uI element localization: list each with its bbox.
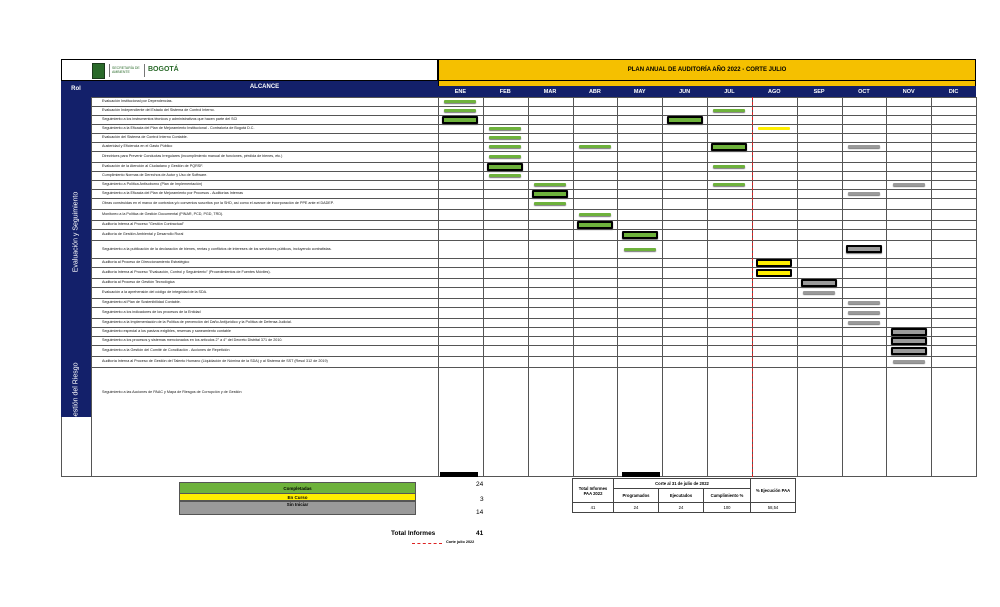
- status-bar-not-started: [848, 321, 880, 324]
- cut-label: Corte julio 2022: [446, 540, 475, 544]
- alcance-text: Seguimiento a los procesos y sistemas mencionados en los artículos 2° a 4° del Decreto Distrital 371 de 2010.: [102, 338, 283, 342]
- alcance-text: Seguimiento a las Acciones de PAAC y Mapa de Riesgos de Corrupción y de Gestión: [102, 389, 242, 394]
- status-bar-completed: [489, 127, 521, 130]
- status-bar-not-started: [848, 311, 880, 314]
- month-header-row: [438, 86, 976, 97]
- row-divider: [91, 142, 976, 143]
- row-divider: [91, 229, 976, 230]
- legend-completed-label: Completadas: [283, 485, 312, 491]
- month-label-mar: MAR: [543, 88, 557, 95]
- alcance-text: Auditoría Interna al Proceso de Gestión del Talento Humano (Liquidación de Nómina de la SDA) y al Sistema de SST (Resol 312 de 2019): [102, 359, 328, 363]
- month-label-oct: OCT: [858, 88, 870, 95]
- rol-label: Evaluación y Seguimiento: [72, 191, 80, 273]
- row-divider: [91, 367, 976, 368]
- row-divider: [91, 336, 976, 337]
- summary-cumplimiento-value: 100: [704, 503, 751, 513]
- row-divider: [91, 180, 976, 181]
- alcance-text: Evaluación de la Atención al Ciudadano y Gestión de PQRSF.: [102, 164, 204, 168]
- alcance-text: Seguimiento al Plan de Sostenibilidad Contable.: [102, 300, 181, 304]
- month-label-sep: SEP: [813, 88, 825, 95]
- month-label-ene: ENE: [454, 88, 467, 95]
- month-label-may: MAY: [633, 88, 646, 95]
- month-label-feb: FEB: [499, 88, 511, 95]
- row-divider: [91, 162, 976, 163]
- row-divider: [91, 220, 976, 221]
- status-bar-not-started: [893, 360, 925, 363]
- alcance-text: Auditoría de Gestión Ambiental y Desarrollo Rural: [102, 232, 184, 236]
- row-divider: [91, 327, 976, 328]
- status-bar-completed: [444, 100, 476, 103]
- row-divider: [91, 151, 976, 152]
- logo-text-left: SECRETARÍA DE AMBIENTE: [112, 66, 140, 74]
- status-bar-completed: [622, 231, 658, 239]
- status-bar-not-started: [848, 192, 880, 195]
- alcance-text: Seguimiento a la Eficacia del Plan de Mejoramiento Institucional - Contraloría de Bogotá D.C.: [102, 126, 255, 130]
- total-label: Total Informes: [391, 530, 436, 537]
- status-bar-completed: [534, 202, 566, 205]
- row-divider: [91, 115, 976, 116]
- row-divider: [91, 287, 976, 288]
- status-bar-not-started: [848, 145, 880, 148]
- status-bar-completed: [713, 109, 745, 112]
- legend-in-progress-label: En Curso: [287, 494, 308, 500]
- rol-label: Gestión del Riesgo: [72, 362, 80, 422]
- status-bar-completed: [667, 116, 703, 124]
- month-label-nov: NOV: [902, 88, 915, 95]
- summary-ejecucion-header: % Ejecución PAA: [751, 479, 796, 503]
- row-divider: [91, 124, 976, 125]
- alcance-text: Evaluación del Sistema de Control Interno Contable.: [102, 135, 188, 139]
- logo-area: [61, 59, 438, 81]
- status-bar-in-progress: [756, 269, 792, 277]
- row-divider: [91, 298, 976, 299]
- row-divider: [91, 171, 976, 172]
- alcance-text: Austeridad y Eficiencia en el Gasto Público: [102, 144, 173, 148]
- status-bar-in-progress: [756, 259, 792, 267]
- bottom-marker: [440, 472, 478, 477]
- alcance-text: Seguimiento a la Implementación de la Política de prevención del Daño Antijurídico y la Política de Defensa Judicial.: [102, 320, 292, 324]
- row-divider: [91, 307, 976, 308]
- legend-not-started: [179, 501, 416, 515]
- status-bar-completed: [489, 155, 521, 158]
- summary-ejecucion-value: 58,54: [751, 503, 796, 513]
- row-divider: [91, 267, 976, 268]
- row-divider: [91, 278, 976, 279]
- alcance-text: Seguimiento a los indicadores de los procesos de la Entidad: [102, 310, 201, 314]
- status-bar-completed: [579, 213, 611, 216]
- summary-cumplimiento-header: Cumplimiento %: [704, 489, 751, 503]
- logo-text-right: BOGOTÁ: [148, 66, 179, 73]
- legend-not-started-count: 14: [476, 509, 484, 516]
- summary-programados-header: Programados: [614, 489, 659, 503]
- alcance-text: Seguimiento a Política Antisoborno (Plan de Implementación): [102, 182, 203, 186]
- status-bar-not-started: [801, 279, 837, 287]
- row-divider: [91, 356, 976, 357]
- status-bar-completed: [624, 248, 656, 251]
- header-row: [61, 81, 438, 97]
- bottom-marker: [622, 472, 660, 477]
- row-divider: [91, 209, 976, 210]
- alcance-text: Evaluación a la aprehensión del código de integridad de la SDA.: [102, 290, 208, 294]
- alcance-text: Seguimiento a la Eficacia del Plan de Mejoramiento por Procesos - Auditorías Internas: [102, 191, 244, 195]
- month-label-abr: ABR: [588, 88, 601, 95]
- status-bar-completed: [487, 163, 523, 171]
- summary-ejecutados-value: 24: [659, 503, 704, 513]
- status-bar-completed: [534, 183, 566, 186]
- status-bar-not-started: [803, 291, 835, 294]
- grid-line: [976, 97, 977, 477]
- status-bar-completed: [444, 109, 476, 112]
- month-label-dic: DIC: [948, 88, 959, 95]
- alcance-text: Auditoría al Proceso de Gestión Tecnológica: [102, 280, 175, 284]
- row-divider: [61, 476, 976, 477]
- alcance-header: ALCANCE: [249, 84, 280, 90]
- alcance-text: Auditoría al Proceso de Direccionamiento Estratégico: [102, 260, 190, 264]
- legend-not-started-label: Sin Iniciar: [286, 502, 309, 507]
- row-divider: [91, 240, 976, 241]
- row-divider: [91, 345, 976, 346]
- status-bar-completed: [489, 174, 521, 177]
- alcance-text: Auditoría Interna al Proceso "Gestión Contractual": [102, 222, 184, 226]
- alcance-text: Monitoreo a la Política de Gestión Documental (PINAR, PCD, PGD, TRD).: [102, 212, 224, 216]
- row-divider: [91, 133, 976, 134]
- status-bar-completed: [713, 165, 745, 168]
- status-bar-not-started: [893, 183, 925, 186]
- alcance-text: Evaluación Institucional por Dependencias.: [102, 99, 173, 103]
- legend-in-progress-count: 3: [480, 496, 484, 503]
- alcance-text: Seguimiento a la publicación de la declaración de bienes, rentas y conflictos de intereses de los servidores públicos, incluyendo contratistas.: [102, 246, 332, 251]
- status-bar-not-started: [846, 245, 882, 253]
- cut-line-sample: [412, 543, 442, 544]
- row-divider: [91, 198, 976, 199]
- summary-table: [572, 478, 796, 513]
- summary-total-header: Total Informes PAA 2022: [573, 479, 614, 503]
- summary-ejecutados-header: Ejecutados: [659, 489, 704, 503]
- status-bar-completed: [442, 116, 478, 124]
- plan-title: PLAN ANUAL DE AUDITORÍA AÑO 2022 - CORTE JULIO: [438, 59, 976, 81]
- row-divider: [91, 258, 976, 259]
- legend-completed-count: 24: [476, 481, 484, 488]
- summary-cut-header: Corte al 31 de julio de 2022: [614, 479, 751, 489]
- summary-total-value: 41: [573, 503, 614, 513]
- rol-gestion-riesgo: [61, 362, 91, 422]
- status-bar-completed: [713, 183, 745, 186]
- month-label-jul: JUL: [724, 88, 735, 95]
- bogota-shield-logo: [92, 63, 105, 79]
- total-count: 41: [476, 530, 484, 537]
- summary-programados-value: 24: [614, 503, 659, 513]
- status-bar-completed: [711, 143, 747, 151]
- alcance-text: Cumplimiento Normas de Derechos de Autor y Uso de Software.: [102, 173, 208, 177]
- status-bar-completed: [489, 145, 521, 148]
- alcance-text: Obras construidas en el marco de contratos y/o convenios suscritos por la SHD, así como el avance de incorporación de PPE ante el DADEP.: [102, 201, 334, 205]
- row-divider: [91, 318, 976, 319]
- alcance-text: Seguimiento especial a los pasivos exigibles, reservas y saneamiento contable: [102, 329, 231, 333]
- status-bar-completed: [489, 136, 521, 139]
- row-divider: [91, 97, 976, 98]
- month-label-jun: JUN: [679, 88, 691, 95]
- cut-off-line: [752, 97, 753, 477]
- alcance-text: Auditoría Interna al Proceso "Evaluación, Control y Seguimiento" (Procedimientos de Fuentes Móviles).: [102, 270, 271, 274]
- alcance-text: Seguimiento a la Gestión del Comité de Conciliación - Acciones de Repetición: [102, 348, 230, 352]
- status-bar-completed: [532, 190, 568, 198]
- month-label-ago: AGO: [767, 88, 781, 95]
- status-bar-not-started: [891, 328, 927, 336]
- row-divider: [91, 106, 976, 107]
- status-bar-not-started: [891, 347, 927, 355]
- alcance-text: Seguimiento a los instrumentos técnicos y administrativos que hacen parte del SCI: [102, 117, 238, 121]
- status-bar-completed: [577, 221, 613, 229]
- status-bar-in-progress: [758, 127, 790, 130]
- alcance-text: Directrices para Prevenir Conductas Irregulares (incumplimiento manual de funciones, pérdida de bienes, etc.): [102, 154, 283, 158]
- status-bar-completed: [579, 145, 611, 148]
- legend-in-progress: [179, 493, 416, 501]
- rol-evaluacion-seguimiento: [61, 97, 91, 367]
- schedule-grid: [61, 97, 976, 477]
- alcance-text: Evaluación Independiente del Estado del Sistema de Control Interno.: [102, 108, 215, 112]
- rol-header: Rol: [71, 86, 81, 92]
- status-bar-not-started: [891, 337, 927, 345]
- status-bar-not-started: [848, 301, 880, 304]
